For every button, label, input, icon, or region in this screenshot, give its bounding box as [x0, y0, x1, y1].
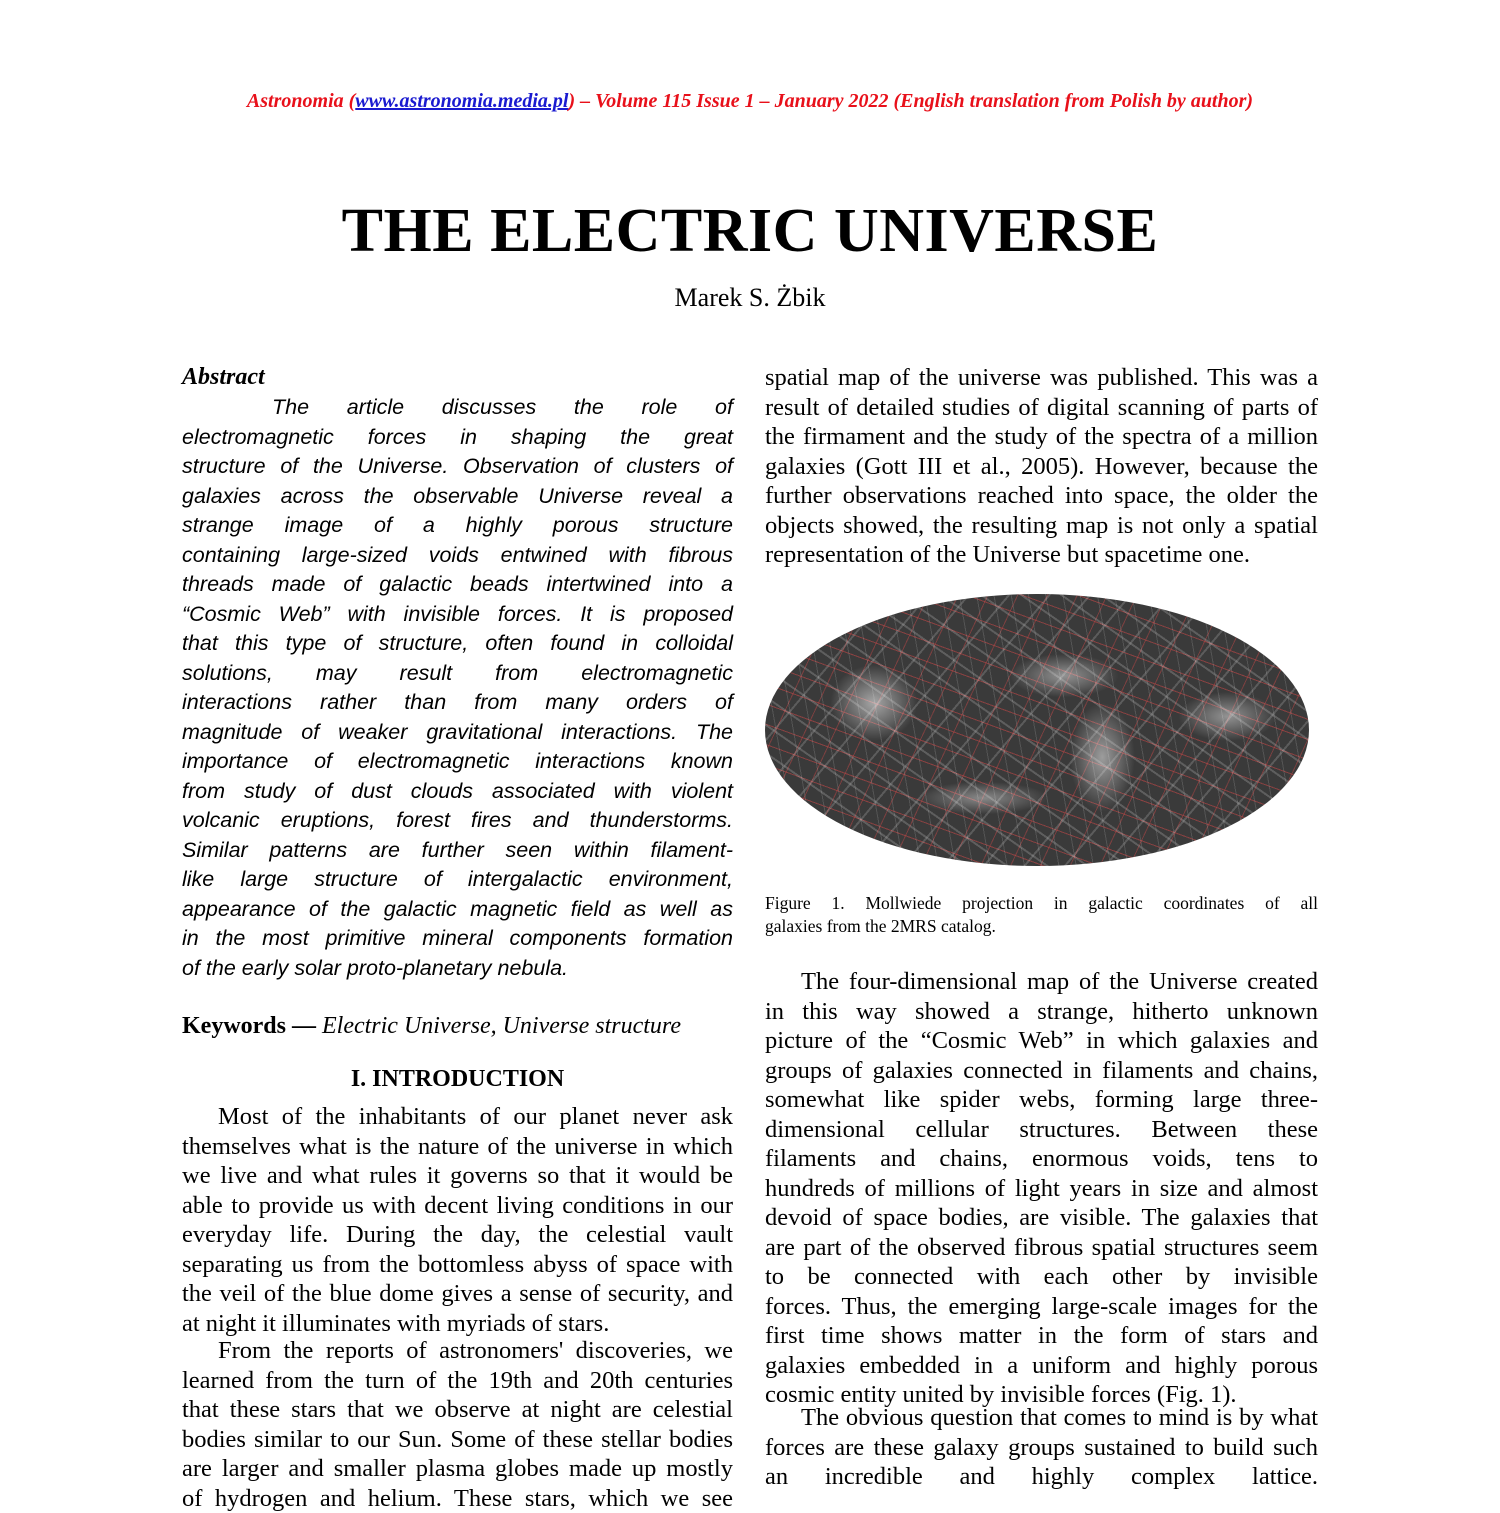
text-line: The article discusses the role of	[182, 393, 733, 423]
text-line: somewhat like spider webs, forming large three-	[765, 1085, 1318, 1115]
text-line: structure of the Universe. Observation of clusters of	[182, 452, 733, 482]
text-line: appearance of the galactic magnetic field as well as	[182, 895, 733, 925]
text-line: Most of the inhabitants of our planet never ask	[182, 1102, 733, 1132]
right-paragraph-0	[765, 363, 1318, 570]
text-line: forces. Thus, the emerging large-scale images for the	[765, 1292, 1318, 1322]
section-heading-introduction: I. INTRODUCTION	[182, 1066, 733, 1093]
text-line: the firmament and the study of the spectra of a million	[765, 422, 1318, 452]
text-line: importance of electromagnetic interactions known	[182, 747, 733, 777]
text-line: objects showed, the resulting map is not only a spatial	[765, 511, 1318, 541]
keywords-label: Keywords —	[182, 1013, 316, 1039]
text-line: “Cosmic Web” with invisible forces. It is proposed	[182, 600, 733, 630]
text-line: Figure 1. Mollwiede projection in galactic coordinates of all	[765, 892, 1318, 915]
text-line: spatial map of the universe was published. This was a	[765, 363, 1318, 393]
text-line: cosmic entity united by invisible forces (Fig. 1).	[765, 1380, 1318, 1410]
text-line: galaxies across the observable Universe reveal a	[182, 482, 733, 512]
text-line: are part of the observed fibrous spatial structures seem	[765, 1233, 1318, 1263]
text-line: of hydrogen and helium. These stars, which we see	[182, 1484, 733, 1513]
text-line: containing large-sized voids entwined with fibrous	[182, 541, 733, 571]
text-line: representation of the Universe but spacetime one.	[765, 540, 1318, 570]
journal-header	[0, 90, 1500, 113]
text-line: in this way showed a strange, hitherto unknown	[765, 997, 1318, 1027]
text-line: the veil of the blue dome gives a sense of security, and	[182, 1279, 733, 1309]
text-line: able to provide us with decent living conditions in our	[182, 1191, 733, 1221]
text-line: strange image of a highly porous structure	[182, 511, 733, 541]
text-line: devoid of space bodies, are visible. The galaxies that	[765, 1203, 1318, 1233]
abstract-body	[182, 393, 733, 983]
text-line: are larger and smaller plasma globes made up mostly	[182, 1454, 733, 1484]
text-line: hundreds of millions of light years in size and almost	[765, 1174, 1318, 1204]
text-line: themselves what is the nature of the universe in which	[182, 1132, 733, 1162]
keywords	[182, 1013, 681, 1040]
text-line: at night it illuminates with myriads of stars.	[182, 1309, 733, 1339]
right-paragraph-1	[765, 967, 1318, 1410]
text-line: bodies similar to our Sun. Some of these stellar bodies	[182, 1425, 733, 1455]
text-line: result of detailed studies of digital scanning of parts of	[765, 393, 1318, 423]
figure-caption	[765, 892, 1318, 938]
text-line: first time shows matter in the form of stars and	[765, 1321, 1318, 1351]
text-line: electromagnetic forces in shaping the great	[182, 423, 733, 453]
text-line: filaments and chains, enormous voids, tens to	[765, 1144, 1318, 1174]
abstract-heading: Abstract	[182, 364, 265, 391]
journal-link[interactable]: www.astronomia.media.pl	[355, 90, 568, 112]
keywords-text: Electric Universe, Universe structure	[322, 1013, 681, 1039]
journal-name: Astronomia (	[247, 90, 355, 112]
text-line: that these stars that we observe at night are celestial	[182, 1395, 733, 1425]
text-line: From the reports of astronomers' discoveries, we	[182, 1336, 733, 1366]
text-line: from study of dust clouds associated with violent	[182, 777, 733, 807]
text-line: forces are these galaxy groups sustained to build such	[765, 1433, 1318, 1463]
text-line: threads made of galactic beads intertwined into a	[182, 570, 733, 600]
text-line: everyday life. During the day, the celestial vault	[182, 1220, 733, 1250]
text-line: solutions, may result from electromagnetic	[182, 659, 733, 689]
galaxy-cluster-overlay	[765, 594, 1309, 866]
text-line: groups of galaxies connected in filaments and chains,	[765, 1056, 1318, 1086]
intro-paragraph-1	[182, 1102, 733, 1338]
text-line: The obvious question that comes to mind is by what	[765, 1403, 1318, 1433]
text-line: in the most primitive mineral components formation	[182, 924, 733, 954]
paper-title: THE ELECTRIC UNIVERSE	[0, 196, 1500, 267]
figure-mollweide-galaxy-map	[765, 594, 1309, 866]
text-line: Similar patterns are further seen within filament-	[182, 836, 733, 866]
text-line: an incredible and highly complex lattice.	[765, 1462, 1318, 1492]
text-line: dimensional cellular structures. Between these	[765, 1115, 1318, 1145]
text-line: galaxies (Gott III et al., 2005). However, because the	[765, 452, 1318, 482]
text-line: volcanic eruptions, forest fires and thunderstorms.	[182, 806, 733, 836]
text-line: separating us from the bottomless abyss of space with	[182, 1250, 733, 1280]
text-line: magnitude of weaker gravitational interactions. The	[182, 718, 733, 748]
text-line: that this type of structure, often found in colloidal	[182, 629, 733, 659]
text-line: galaxies embedded in a uniform and highly porous	[765, 1351, 1318, 1381]
text-line: like large structure of intergalactic environment,	[182, 865, 733, 895]
text-line: learned from the turn of the 19th and 20th centuries	[182, 1366, 733, 1396]
text-line: interactions rather than from many orders of	[182, 688, 733, 718]
text-line: picture of the “Cosmic Web” in which galaxies and	[765, 1026, 1318, 1056]
text-line: we live and what rules it governs so that it would be	[182, 1161, 733, 1191]
text-line: to be connected with each other by invisible	[765, 1262, 1318, 1292]
text-line: of the early solar proto-planetary nebula.	[182, 954, 733, 984]
intro-paragraph-2	[182, 1336, 733, 1513]
author-name: Marek S. Żbik	[0, 283, 1500, 313]
right-paragraph-2	[765, 1403, 1318, 1492]
text-line: galaxies from the 2MRS catalog.	[765, 915, 1318, 938]
text-line: The four-dimensional map of the Universe created	[765, 967, 1318, 997]
text-line: further observations reached into space, the older the	[765, 481, 1318, 511]
journal-issue: ) – Volume 115 Issue 1 – January 2022 (English translation from Polish by author)	[568, 90, 1253, 112]
